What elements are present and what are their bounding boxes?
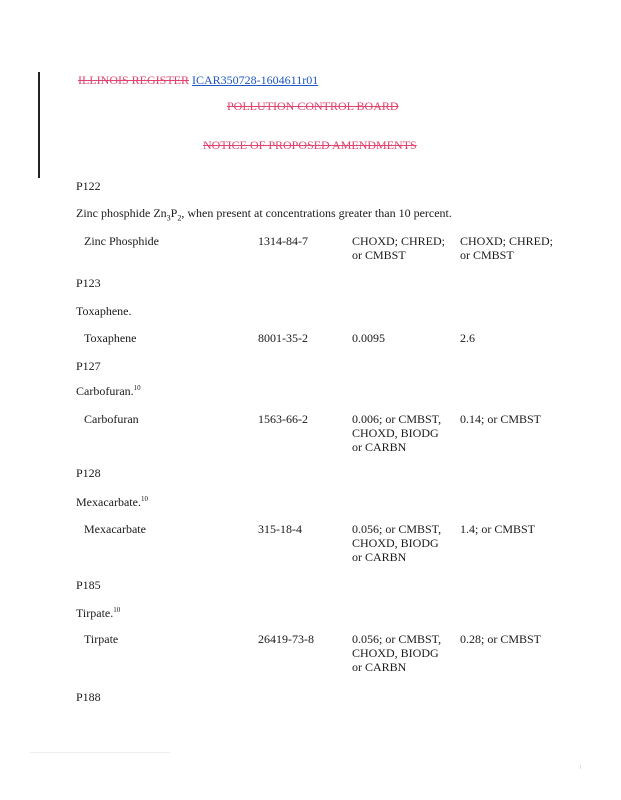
nonwastewater-standard: 2.6 [460, 331, 475, 345]
footnote-marker: 10 [140, 495, 148, 503]
section-description: Mexacarbate.$^{10}$ [76, 495, 148, 509]
section-code: P127 [76, 359, 101, 373]
cas-number: 1563-66-2 [258, 412, 308, 426]
register-title-inserted: ICAR350728-1604611r01 [192, 73, 319, 87]
wastewater-standard: CHOXD; CHRED; or CMBST [352, 234, 446, 262]
section-description: Zinc phosphide $Zn_3P_2$, when present at concentrations greater than 10 percent. [76, 206, 452, 223]
register-header [78, 73, 318, 87]
footnote-marker: 10 [133, 384, 141, 392]
constituent-name: Zinc Phosphide [84, 234, 159, 248]
cas-number: 1314-84-7 [258, 234, 308, 248]
scan-artifact-mark [580, 765, 581, 769]
revision-bar [38, 72, 40, 178]
nonwastewater-standard: 0.28; or CMBST [460, 632, 542, 646]
nonwastewater-standard: CHOXD; CHRED; or CMBST [460, 234, 554, 262]
section-description: Carbofuran.$^{10}$ [76, 384, 141, 398]
section-code: P122 [76, 179, 101, 193]
cas-number: 315-18-4 [258, 522, 302, 536]
footnote-marker: 10 [113, 606, 121, 614]
nonwastewater-standard: 0.14; or CMBST [460, 412, 542, 426]
section-code: P128 [76, 466, 101, 480]
constituent-name: Toxaphene [84, 331, 137, 345]
register-title-deleted: ILLINOIS REGISTER [78, 73, 189, 87]
wastewater-standard: 0.0095 [352, 331, 385, 345]
wastewater-standard: 0.056; or CMBST, CHOXD, BIODG or CARBN [352, 522, 442, 564]
section-code: P123 [76, 276, 101, 290]
section-code: P188 [76, 690, 101, 704]
wastewater-standard: 0.006; or CMBST, CHOXD, BIODG or CARBN [352, 412, 442, 454]
constituent-name: Mexacarbate [84, 522, 146, 536]
scan-artifact-line [30, 752, 170, 753]
section-description: Toxaphene. [76, 304, 132, 318]
section-description: Tirpate.$^{10}$ [76, 606, 121, 620]
board-title: POLLUTION CONTROL BOARD [227, 99, 399, 113]
constituent-name: Tirpate [84, 632, 119, 646]
constituent-name: Carbofuran [84, 412, 139, 426]
notice-title: NOTICE OF PROPOSED AMENDMENTS [203, 138, 417, 152]
nonwastewater-standard: 1.4; or CMBST [460, 522, 536, 536]
section-code: P185 [76, 578, 101, 592]
cas-number: 26419-73-8 [258, 632, 314, 646]
wastewater-standard: 0.056; or CMBST, CHOXD, BIODG or CARBN [352, 632, 442, 674]
cas-number: 8001-35-2 [258, 331, 308, 345]
